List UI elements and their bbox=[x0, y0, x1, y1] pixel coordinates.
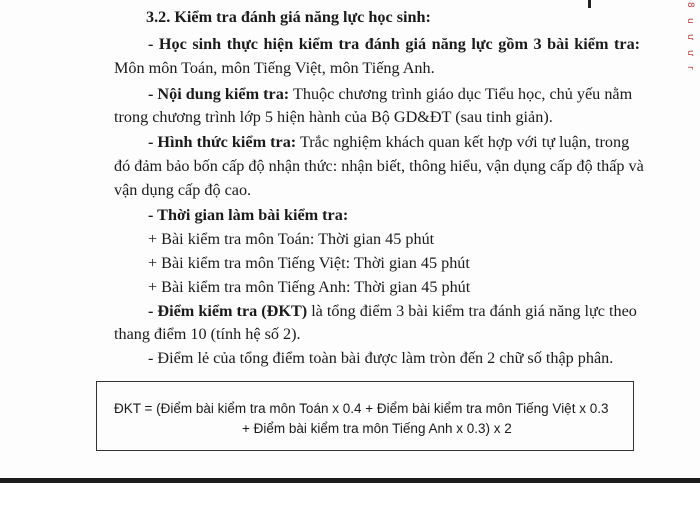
paragraph-1-lead: - Học sinh thực hiện kiểm tra đánh giá năng lực gồm 3 bài kiểm tra: bbox=[148, 35, 641, 53]
page-edge-mark bbox=[588, 0, 591, 8]
paragraph-3 bbox=[148, 132, 629, 152]
paragraph-2-label: - Nội dung kiểm tra: bbox=[148, 85, 290, 103]
paragraph-4-label: - Điểm kiểm tra (ĐKT) bbox=[148, 302, 308, 320]
paragraph-3-text: Trắc nghiệm khách quan kết hợp với tự luận, trong bbox=[296, 133, 630, 151]
time-heading: - Thời gian làm bài kiểm tra: bbox=[148, 206, 349, 224]
time-item-vietnamese: + Bài kiểm tra môn Tiếng Việt: Thời gian 45 phút bbox=[148, 254, 470, 272]
paragraph-4-text: là tổng điểm 3 bài kiểm tra đánh giá năng lực theo bbox=[307, 302, 637, 320]
paragraph-2-continuation: trong chương trình lớp 5 hiện hành của Bộ GD&ĐT (sau tinh giản). bbox=[114, 108, 553, 126]
paragraph-2-text: Thuộc chương trình giáo dục Tiểu học, chủ yếu nằm bbox=[289, 85, 633, 103]
paragraph-2 bbox=[148, 84, 632, 104]
paragraph-5: - Điểm lẻ của tổng điểm toàn bài được làm tròn đến 2 chữ số thập phân. bbox=[148, 349, 614, 367]
time-item-math: + Bài kiểm tra môn Toán: Thời gian 45 phút bbox=[148, 230, 435, 248]
paragraph-3-continuation-1: đó đảm bảo bốn cấp độ nhận thức: nhận biết, thông hiểu, vận dụng cấp độ thấp và bbox=[114, 157, 644, 175]
formula-box bbox=[96, 381, 634, 451]
paragraph-4-continuation: thang điểm 10 (tính hệ số 2). bbox=[114, 325, 301, 343]
paragraph-3-continuation-2: vận dụng cấp độ cao. bbox=[114, 181, 252, 199]
paragraph-3-label: - Hình thức kiểm tra: bbox=[148, 133, 297, 151]
paragraph-1-continuation: Môn môn Toán, môn Tiếng Việt, môn Tiếng Anh. bbox=[114, 59, 435, 77]
scan-margin bbox=[0, 483, 700, 505]
formula-line-2: + Điểm bài kiểm tra môn Tiếng Anh x 0.3) x 2 bbox=[242, 421, 512, 436]
section-heading: 3.2. Kiểm tra đánh giá năng lực học sinh: bbox=[146, 8, 431, 26]
paragraph-4 bbox=[148, 301, 637, 321]
formula-line-1: ĐKT = (Điểm bài kiểm tra môn Toán x 0.4 + Điểm bài kiểm tra môn Tiếng Việt x 0.3 bbox=[114, 401, 609, 416]
margin-annotation: 8 u ư ư r bbox=[685, 2, 695, 70]
time-item-english: + Bài kiểm tra môn Tiếng Anh: Thời gian 45 phút bbox=[148, 278, 471, 296]
